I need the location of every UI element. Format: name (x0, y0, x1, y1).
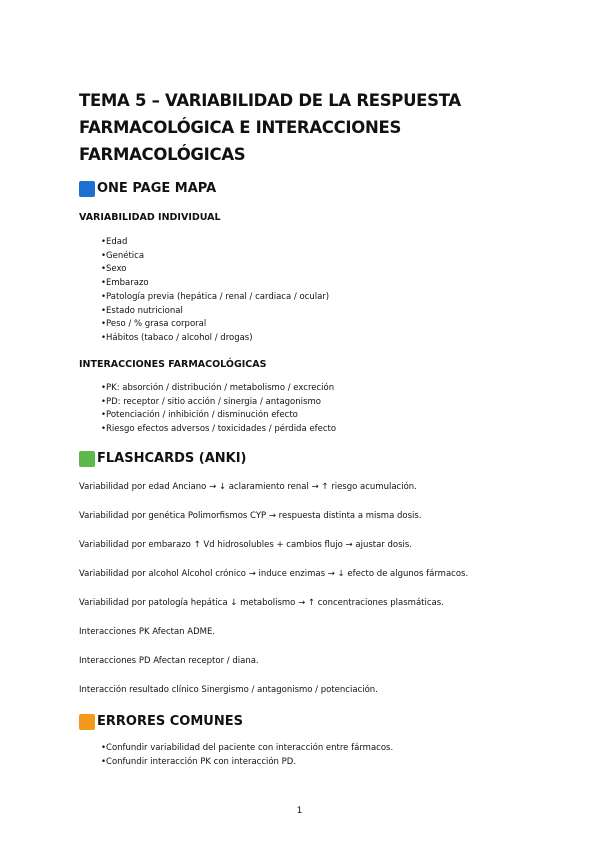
list-item: • Potenciación / inhibición / disminución efecto (101, 409, 336, 423)
flashcard: Interacciones PD Afectan receptor / diana. (79, 656, 259, 666)
section-heading-one-page-mapa (79, 180, 216, 198)
flashcard: Variabilidad por edad Anciano → ↓ aclaramiento renal → ↑ riesgo acumulación. (79, 482, 417, 492)
document-title: TEMA 5 – VARIABILIDAD DE LA RESPUESTA FARMACOLÓGICA E INTERACCIONES FARMACOLÓGICAS (79, 91, 461, 164)
list-item: • Confundir variabilidad del paciente con interacción entre fármacos. (101, 742, 393, 756)
list-item: • Sexo (101, 263, 329, 277)
flashcard: Variabilidad por patología hepática ↓ metabolismo → ↑ concentraciones plasmáticas. (79, 598, 444, 608)
flashcard: Variabilidad por alcohol Alcohol crónico → induce enzimas → ↓ efecto de algunos fármacos. (79, 569, 469, 579)
flashcard: Interacción resultado clínico Sinergismo / antagonismo / potenciación. (79, 685, 378, 695)
list-item: • Peso / % grasa corporal (101, 318, 329, 332)
list-item: • Edad (101, 236, 329, 250)
list-item: • PD: receptor / sitio acción / sinergia / antagonismo (101, 396, 336, 410)
list-item: • Riesgo efectos adversos / toxicidades / pérdida efecto (101, 423, 336, 437)
list-item: • Confundir interacción PK con interacción PD. (101, 756, 393, 770)
list-item: • Hábitos (tabaco / alcohol / drogas) (101, 332, 329, 346)
orange-square-icon (79, 714, 95, 730)
subheading-interacciones: INTERACCIONES FARMACOLÓGICAS (79, 359, 267, 370)
section-heading-flashcards (79, 450, 247, 468)
errores-list (101, 742, 393, 769)
section-heading-label: ERRORES COMUNES (97, 714, 243, 729)
section-heading-label: ONE PAGE MAPA (97, 181, 217, 196)
flashcard: Variabilidad por embarazo ↑ Vd hidrosolubles + cambios flujo → ajustar dosis. (79, 540, 413, 550)
list-item: • Estado nutricional (101, 305, 329, 319)
interacciones-list (101, 382, 336, 437)
section-heading-errores (79, 713, 243, 731)
list-item: • Patología previa (hepática / renal / cardiaca / ocular) (101, 291, 329, 305)
section-heading-label: FLASHCARDS (ANKI) (97, 451, 247, 466)
list-item: • PK: absorción / distribución / metabolismo / excreción (101, 382, 336, 396)
subheading-variabilidad: VARIABILIDAD INDIVIDUAL (79, 212, 221, 223)
list-item: • Embarazo (101, 277, 329, 291)
green-square-icon (79, 451, 95, 467)
blue-square-icon (79, 181, 95, 197)
list-item: • Genética (101, 250, 329, 264)
flashcard: Variabilidad por genética Polimorfismos CYP → respuesta distinta a misma dosis. (79, 511, 422, 521)
page-number: 1 (296, 806, 303, 816)
flashcard: Interacciones PK Afectan ADME. (79, 627, 216, 637)
variabilidad-list (101, 236, 329, 346)
